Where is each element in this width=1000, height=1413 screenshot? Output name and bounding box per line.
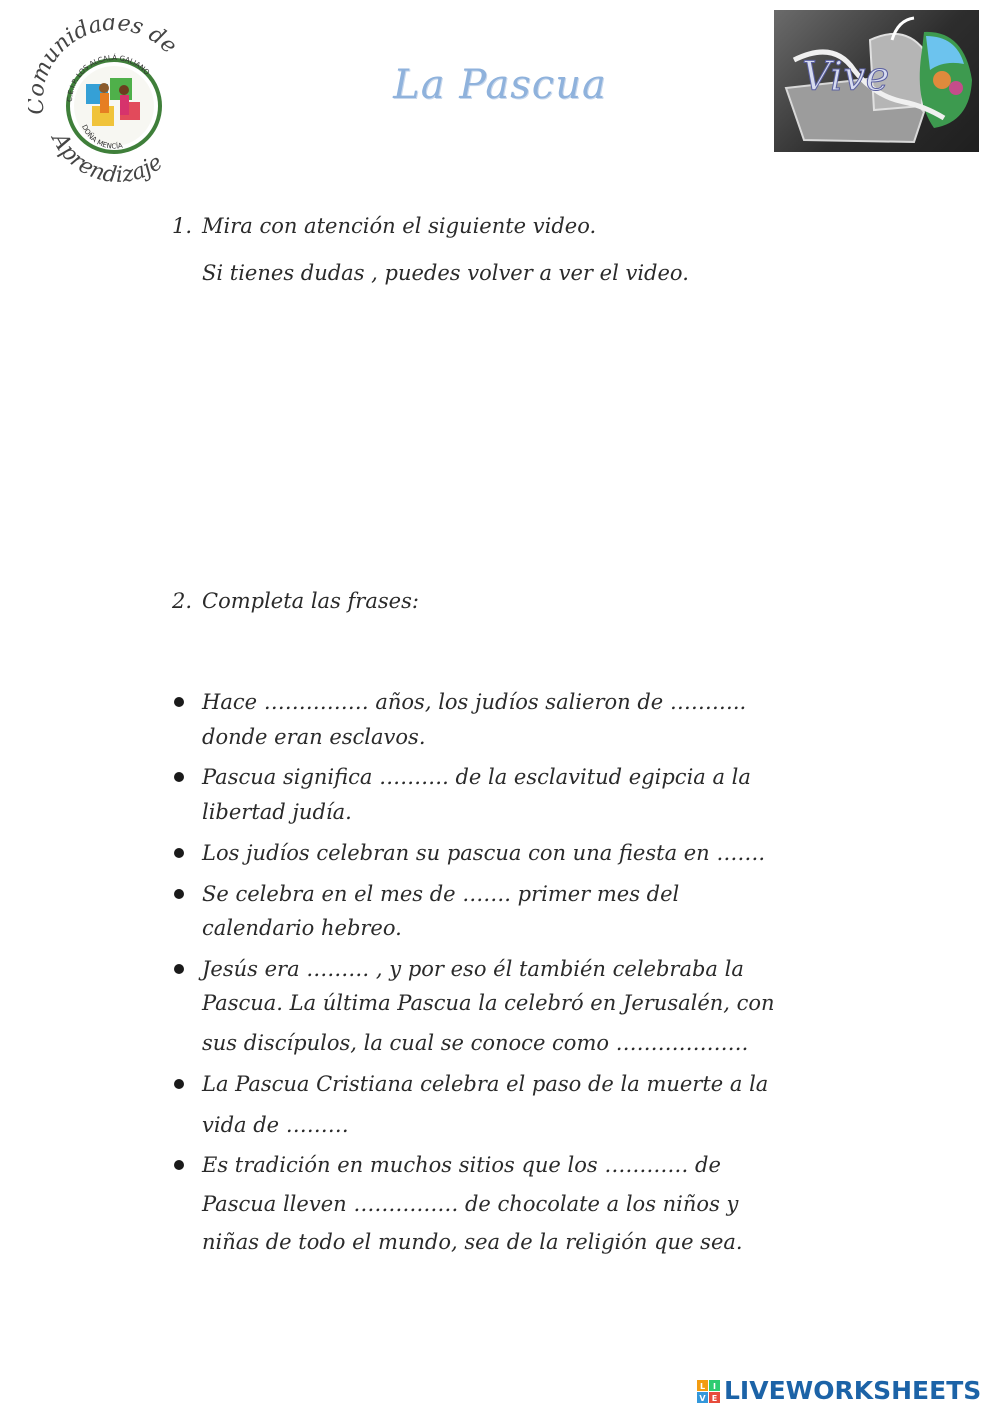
liveworksheets-logo-icon	[697, 1380, 721, 1404]
logo-ring-text-bottom: Aprendizaje	[46, 128, 168, 186]
sentence-line: La Pascua Cristiana celebra el paso de la muerte a la	[202, 1072, 769, 1096]
svg-text:I: I	[713, 1382, 716, 1391]
bullet-icon	[174, 772, 184, 782]
brand-name: LIVEWORKSHEETS	[724, 1376, 982, 1405]
sentence-line: Pascua significa ………. de la esclavitud egipcia a la	[202, 765, 751, 789]
liveworksheets-brand[interactable]	[697, 1376, 997, 1406]
sentence-line: donde eran esclavos.	[202, 725, 426, 749]
school-logo	[28, 18, 200, 186]
svg-text:E: E	[711, 1394, 718, 1403]
instruction-text: Si tienes dudas , puedes volver a ver el video.	[202, 261, 689, 285]
empty-tomb-illustration	[774, 10, 979, 152]
svg-text:L: L	[699, 1382, 706, 1391]
instruction-text: Completa las frases:	[202, 589, 419, 613]
logo-ring-text-top: munidades de	[28, 18, 182, 87]
sentence-line: sus discípulos, la cual se conoce como ……………….	[202, 1031, 749, 1055]
bullet-icon	[174, 1160, 184, 1170]
sentence-line: Es tradición en muchos sitios que los ………… de	[202, 1153, 721, 1177]
question-number: 1.	[172, 214, 193, 238]
community-logo-emblem	[28, 18, 200, 186]
logo-school-town: DOÑA MENCÍA	[80, 123, 124, 151]
sentence-line: niñas de todo el mundo, sea de la religión que sea.	[202, 1230, 743, 1254]
sentence-line: Pascua lleven …………… de chocolate a los niños y	[202, 1192, 739, 1216]
sentence-line: Los judíos celebran su pascua con una fiesta en …….	[202, 841, 766, 865]
bullet-icon	[174, 889, 184, 899]
sentence-line: Jesús era ……… , y por eso él también celebraba la	[202, 957, 744, 981]
sentence-line: Pascua. La última Pascua la celebró en Jerusalén, con	[202, 991, 775, 1015]
bullet-icon	[174, 697, 184, 707]
question-number: 2.	[172, 589, 193, 613]
sentence-line: vida de ………	[202, 1113, 349, 1137]
logo-school-name: C.E.I.P. LOS ALCALÁ GALIANO	[65, 53, 151, 103]
bullet-icon	[174, 1079, 184, 1089]
page-title: La Pascua	[393, 62, 607, 108]
sentence-line: libertad judía.	[202, 800, 352, 824]
header-illustration	[774, 10, 979, 152]
svg-text:V: V	[699, 1394, 706, 1403]
sentence-line: Hace …………… años, los judíos salieron de ………..	[202, 690, 747, 714]
bullet-icon	[174, 848, 184, 858]
header-image-text: Vive	[802, 54, 890, 100]
sentence-line: Se celebra en el mes de ……. primer mes del	[202, 882, 680, 906]
instruction-text: Mira con atención el siguiente video.	[202, 214, 597, 238]
sentence-line: calendario hebreo.	[202, 916, 402, 940]
bullet-icon	[174, 964, 184, 974]
